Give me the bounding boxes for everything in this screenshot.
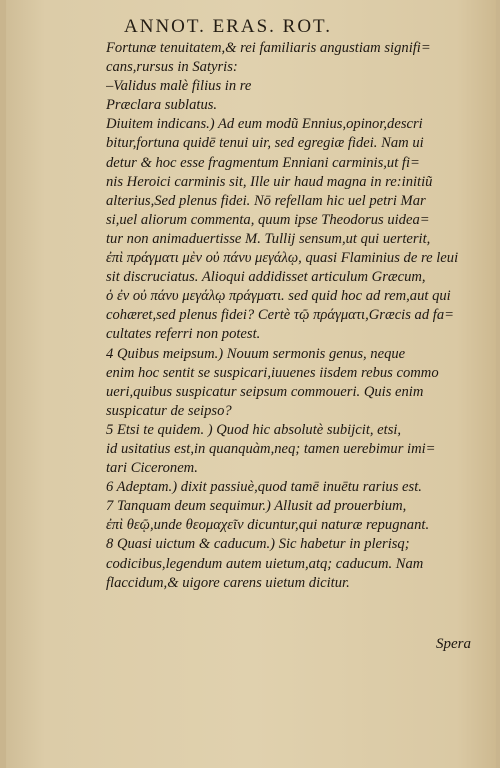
catchword: Spera [436,636,471,652]
text-line: cohæret,sed plenus fidei? Certè τῷ πράγματι,Græcis ad fa= [106,307,454,324]
text-line: enim hoc sentit se suspicari,iuuenes iisdem rebus commo [106,364,439,381]
text-line: –Validus malè filius in re [106,78,252,95]
text-line: 8 Quasi uictum & caducum.) Sic habetur in plerisq; [106,536,410,553]
book-page [6,0,496,768]
text-line: tari Ciceronem. [106,460,198,477]
text-line: detur & hoc esse fragmentum Enniani carminis,ut fi= [106,154,420,171]
text-line: ueri,quibus suspicatur seipsum commoueri. Quis enim [106,383,424,400]
text-line: ἐπὶ πράγματι μὲν οὐ πάνυ μεγάλῳ, quasi Flaminius de re leui [106,250,459,267]
text-line: nis Heroici carminis sit, Ille uir haud magna in re:initiũ [106,173,433,190]
text-line: si,uel aliorum commenta, quum ipse Theodorus uidea= [106,211,430,228]
text-line: 4 Quibus meipsum.) Nouum sermonis genus, neque [106,345,406,362]
text-line: cultates referri non potest. [106,326,261,343]
text-line: 6 Adeptam.) dixit passiuè,quod tamē inuētu rarius est. [106,479,422,496]
text-line: codicibus,legendum autem uietum,atq; caducum. Nam [106,555,424,572]
text-line: 7 Tanquam deum sequimur.) Allusit ad prouerbium, [106,498,407,515]
text-line: Diuitem indicans.) Ad eum modũ Ennius,opinor,descri [106,116,423,133]
text-block [106,39,476,593]
text-line: sit discruciatus. Alioqui addidisset articulum Græcum, [106,269,426,286]
text-line: tur non animaduertisse M. Tullij sensum,ut qui uerterit, [106,230,431,247]
text-line: id usitatius est,in quanquàm,neq; tamen uerebimur imi= [106,440,436,457]
running-header: ANNOT. ERAS. ROT. [124,16,332,37]
text-line: suspicatur de seipso? [106,402,232,419]
text-line: Fortunæ tenuitatem,& rei familiaris angustiam signifi= [106,40,431,56]
text-line: cans,rursus in Satyris: [106,59,238,76]
text-line: alterius,Sed plenus fidei. Nō refellam hic uel petri Mar [106,192,426,209]
text-line: ὁ ἐν οὐ πάνυ μεγάλῳ πράγματι. sed quid hoc ad rem,aut qui [106,288,451,305]
text-line: Præclara sublatus. [106,97,218,114]
text-line: bitur,fortuna quidē tenui uir, sed egregiæ fidei. Nam ui [106,135,424,152]
text-line: ἐπὶ θεῷ,unde θεομαχεῖν dicuntur,qui naturæ repugnant. [106,517,430,534]
text-line: 5 Etsi te quidem. ) Quod hic absolutè subijcit, etsi, [106,421,402,438]
text-line: flaccidum,& uigore carens uietum dicitur. [106,574,350,591]
